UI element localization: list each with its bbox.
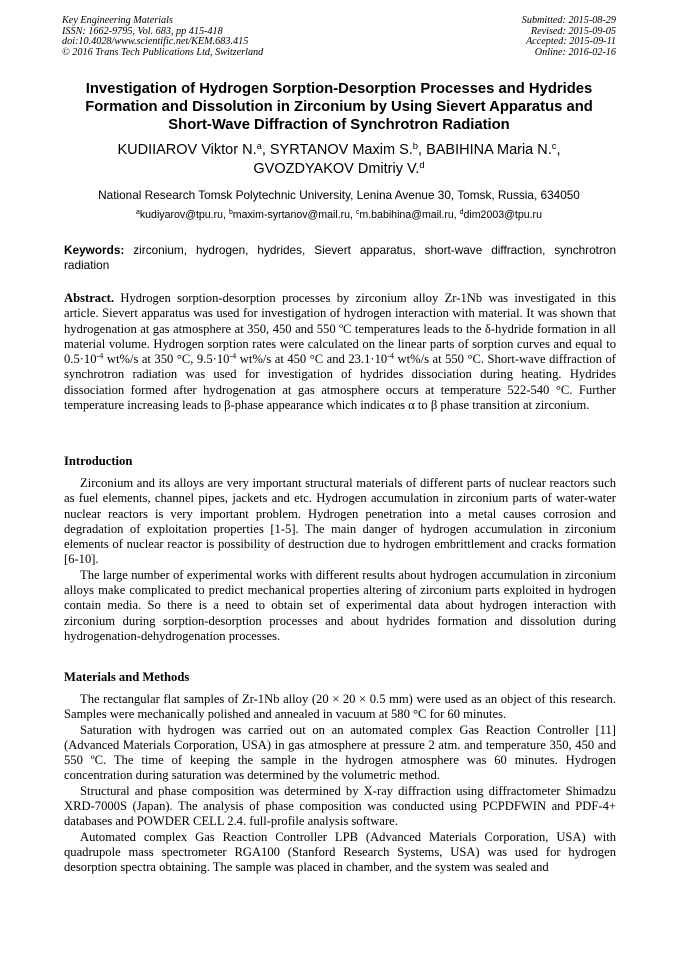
keywords-text: zirconium, hydrogen, hydrides, Sievert apparatus, short-wave diffraction, synchrotron radiation: [64, 243, 616, 272]
abstract-text: wt%/s at 450 °C and 23.1·10: [236, 352, 388, 367]
body-paragraph: The large number of experimental works with different results about hydrogen accumulation in zirconium alloys make complicated to predict mechanical properties altering of zirconium parts exploited in hydrogen contain media. So there is a need to obtain set of experimental data about hydrogen interaction with zirconium during sorption-desorption processes and about hydrides formation and dissolution during hydrogenation-dehydrogenation processes.: [64, 567, 616, 643]
body-paragraph: Automated complex Gas Reaction Controller LPB (Advanced Materials Corporation, USA) with quadrupole mass spectrometer RGA100 (Stanford Research Systems, USA) was used for hydrogen desorption spectra obtaining. The sample was placed in chamber, and the system was sealed and: [64, 829, 616, 875]
author-name: BABIHINA Maria N.: [426, 142, 552, 158]
exponent: -4: [387, 351, 394, 361]
author-separator: ,: [556, 142, 561, 158]
exponent: -4: [229, 351, 237, 361]
abstract-label: Abstract.: [64, 291, 115, 305]
author-affil-mark: b: [412, 139, 419, 151]
methods-body: [64, 692, 616, 876]
author-name: KUDIIAROV Viktor N.: [117, 142, 257, 158]
body-paragraph: The rectangular flat samples of Zr-1Nb alloy (20 × 20 × 0.5 mm) were used as an object of this research. Samples were mechanically polished and annealed in vacuum at 580 °C for 60 minutes.: [64, 692, 616, 722]
author-affil-mark: a: [256, 139, 262, 151]
email-mark: b: [228, 209, 233, 217]
date-submitted: Submitted: 2015-08-29: [521, 15, 616, 26]
author-name: GVOZDYAKOV Dmitriy V.: [253, 161, 420, 177]
affiliation: National Research Tomsk Polytechnic University, Lenina Avenue 30, Tomsk, Russia, 634050: [98, 188, 580, 202]
body-paragraph: Zirconium and its alloys are very important structural materials of different parts of nuclear reactors such as fuel elements, channel pipes, jackets and etc. Hydrogen accumulation in zirconium parts of water-water nuclear reactors is very important problem. Hydrogen penetration into a metal causes corrosion and degradation of exploitation properties [1-5]. The main danger of hydrogen accumulation in zirconium elements of nuclear reactor is possibility of destruction due to hydrogen embrittlement and cracks formation [6-10].: [64, 476, 616, 567]
email-address[interactable]: dim2003@tpu.ru: [463, 209, 542, 221]
abstract-text: wt%/s at 550 °C. Short-wave diffraction of synchrotron radiation was used for investigation of hydrides dissociation during heating. Hydrides dissociation formed after hydrogenation at gas atmosphere occurs at temperature 522-540 °C. Further temperature increasing leads to β-phase appearance which indicates α to β phase transition at zirconium.: [64, 352, 616, 413]
journal-name: Key Engineering Materials: [62, 15, 173, 26]
email-mark: a: [136, 209, 140, 217]
title-line: Formation and Dissolution in Zirconium by Using Sievert Apparatus and: [85, 99, 593, 115]
journal-doi: doi:10.4028/www.scientific.net/KEM.683.415: [62, 36, 249, 48]
body-paragraph: Saturation with hydrogen was carried out on an automated complex Gas Reaction Controller [11] (Advanced Materials Corporation, USA) in gas atmosphere at pressure 2 atm. and temperature 350, 450 and 550 ºC. The time of keeping the sample in the hydrogen atmosphere was 60 minutes. Hydrogen concentration during saturation was determined by the volumetric method.: [64, 722, 616, 783]
journal-header: [62, 16, 263, 58]
section-heading-methods: Materials and Methods: [64, 670, 190, 684]
body-paragraph: Structural and phase composition was determined by X-ray diffraction using diffractometer Shimadzu XRD-7000S (Japan). The analysis of phase composition was conducted using PCPDFWIN and PDF-4+ databases and POWDER CELL 2.4. full-profile analysis software.: [64, 783, 616, 829]
abstract-text: wt%/s at 350 °C, 9.5·10: [103, 352, 230, 367]
dates-header: [522, 16, 616, 58]
abstract-paragraph: [64, 291, 616, 413]
email-address[interactable]: m.babihina@mail.ru,: [359, 209, 460, 221]
author-affil-mark: d: [419, 158, 425, 170]
author-line: [50, 160, 628, 179]
keywords: [64, 243, 616, 273]
email-address[interactable]: maxim-syrtanov@mail.ru,: [232, 209, 356, 221]
section-heading-introduction: Introduction: [64, 454, 133, 468]
paper-title: [50, 80, 628, 134]
introduction-body: [64, 476, 616, 644]
author-affil-mark: c: [551, 139, 557, 151]
author-emails: [50, 209, 628, 221]
journal-copyright: © 2016 Trans Tech Publications Ltd, Switzerland: [62, 46, 264, 58]
abstract: [64, 291, 616, 413]
author-separator: ,: [418, 142, 427, 158]
author-separator: ,: [261, 142, 270, 158]
email-address[interactable]: kudiyarov@tpu.ru,: [139, 209, 229, 221]
exponent: -4: [96, 351, 104, 361]
title-line: Investigation of Hydrogen Sorption-Desorption Processes and Hydrides: [85, 81, 593, 97]
journal-issn: ISSN: 1662-9795, Vol. 683, pp 415-418: [62, 25, 223, 37]
email-mark: d: [459, 209, 464, 217]
abstract-text: Hydrogen sorption-desorption processes by zirconium alloy Zr-1Nb was investigated in this article. Sievert apparatus was used for investigation of hydrogen interaction with material. It was shown that hydrogenation at gas atmosphere at 350, 450 and 550 ºC temperatures leads to the δ-hydride formation in all material volume. Hydrogen sorption rates were calculated on the linear parts of sorption curves and equal to 0.5·10: [64, 291, 616, 367]
date-online: Online: 2016-02-16: [534, 46, 616, 58]
email-mark: c: [355, 209, 360, 217]
date-accepted: Accepted: 2015-09-11: [525, 36, 616, 48]
author-line: [50, 141, 628, 160]
date-revised: Revised: 2015-09-05: [530, 25, 616, 37]
author-name: SYRTANOV Maxim S.: [269, 142, 413, 158]
keywords-label: Keywords:: [64, 243, 125, 257]
title-line: Short-Wave Diffraction of Synchrotron Radiation: [168, 117, 510, 133]
author-list: [50, 141, 628, 179]
